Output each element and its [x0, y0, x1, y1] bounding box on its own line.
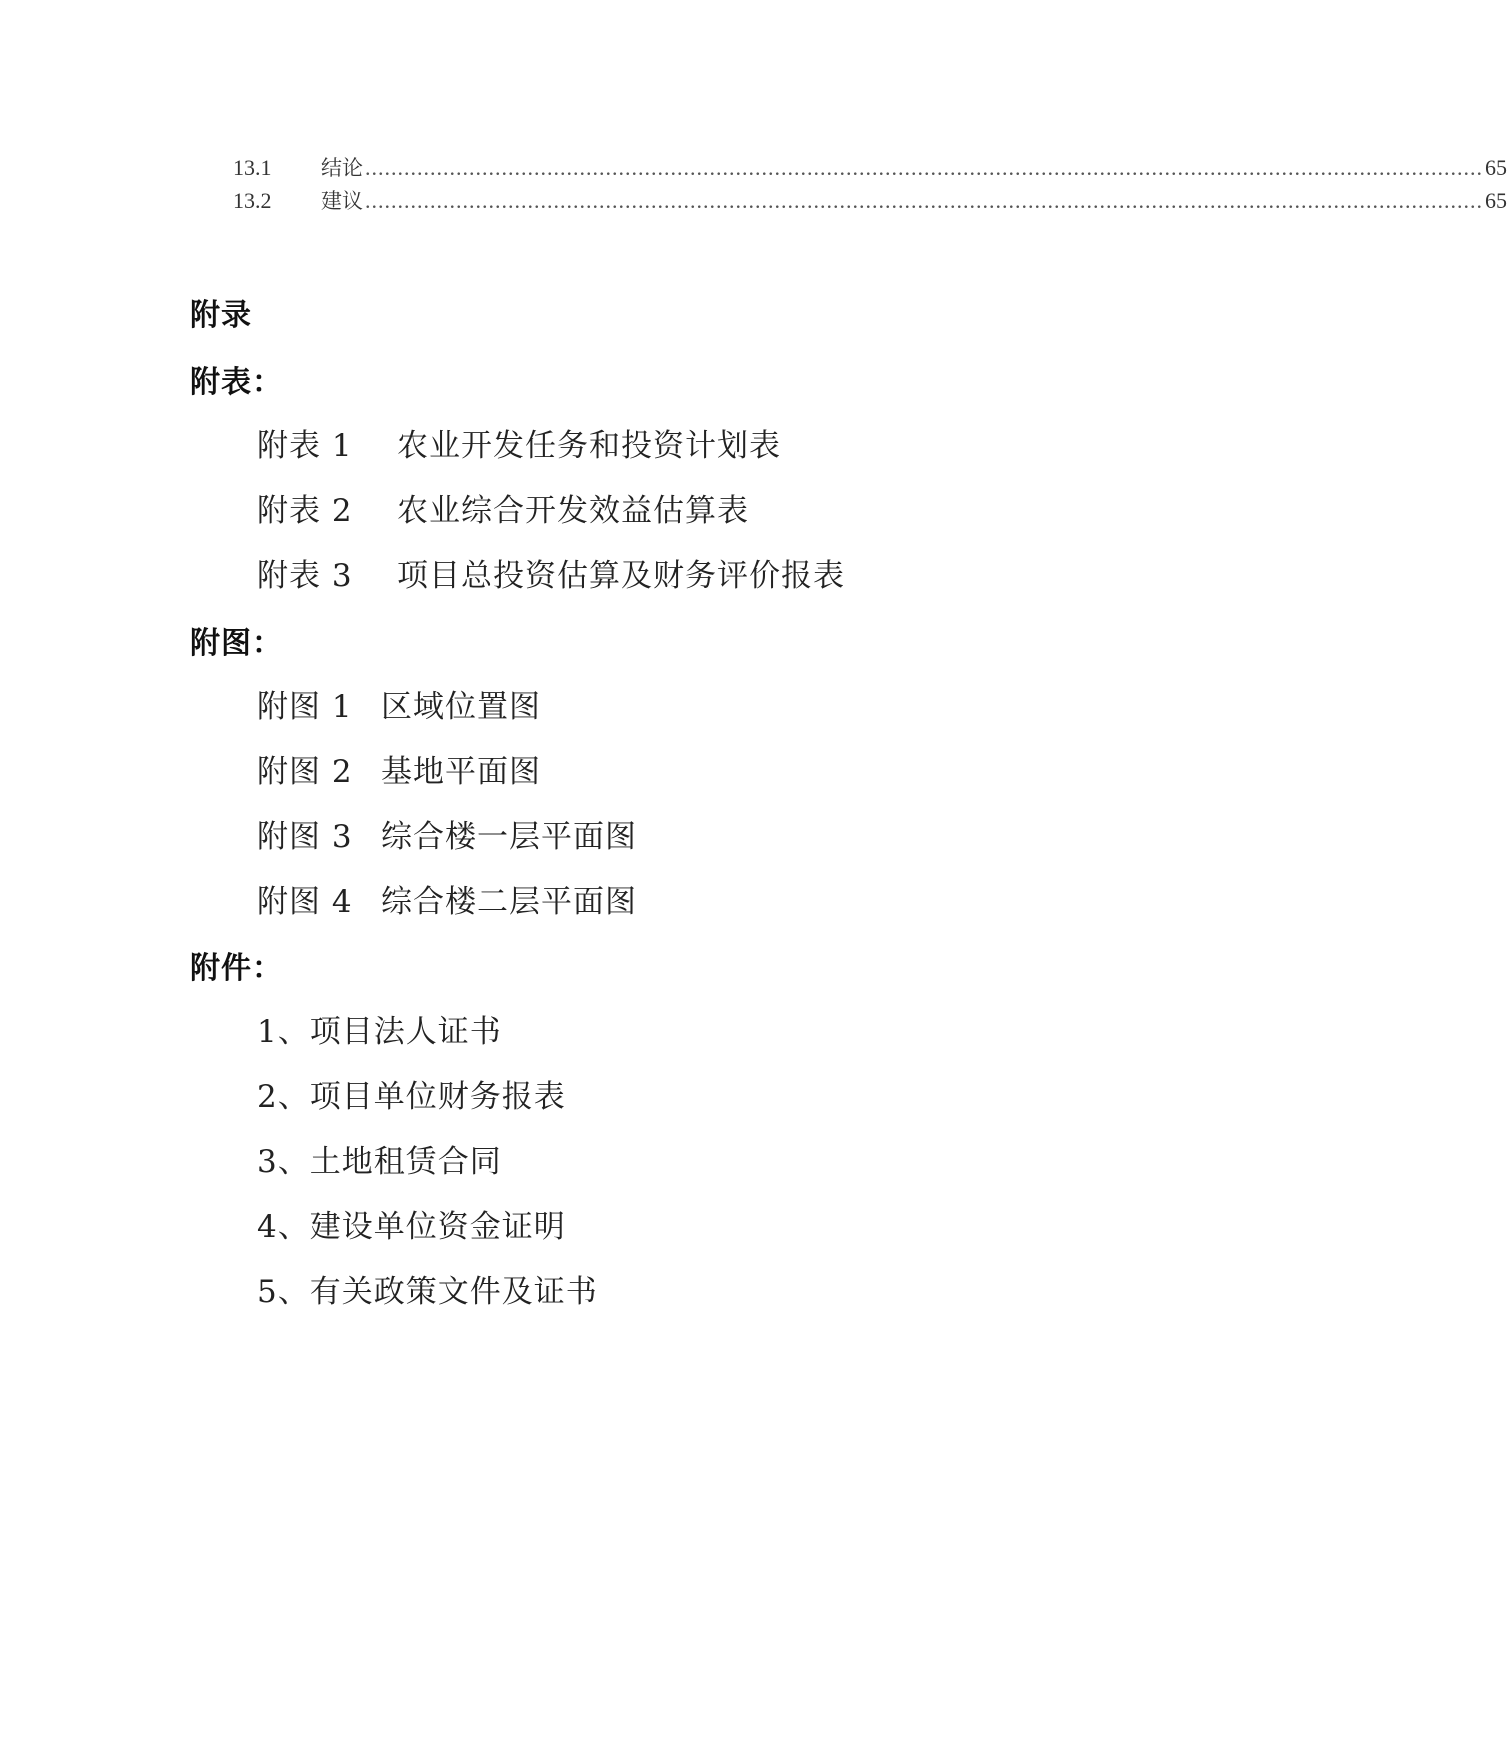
figure-item-label: 附图 2	[257, 754, 353, 790]
toc-entry-title: 结论	[321, 156, 363, 180]
table-item-label: 附表 1	[257, 428, 353, 464]
figures-heading: 附图：	[190, 626, 283, 661]
figure-item	[257, 811, 637, 856]
figure-item-label: 附图 1	[257, 689, 353, 725]
figure-item	[257, 876, 637, 921]
figure-item-text: 区域位置图	[381, 689, 541, 725]
toc-entry-page: 65	[1485, 155, 1507, 180]
toc-leader-dots: ............................................................................................................................................................................	[365, 155, 1483, 180]
appendix-heading: 附录	[190, 298, 252, 333]
attachment-item: 4、建设单位资金证明	[257, 1209, 566, 1245]
figure-item-label: 附图 3	[257, 819, 353, 855]
figure-item-label: 附图 4	[257, 884, 353, 920]
toc-entry-number: 13.2	[233, 188, 272, 213]
attachment-item: 5、有关政策文件及证书	[257, 1274, 598, 1310]
figure-item-text: 综合楼一层平面图	[381, 819, 637, 855]
table-item-text: 项目总投资估算及财务评价报表	[397, 558, 845, 594]
figure-item	[257, 681, 541, 726]
figure-item-text: 基地平面图	[381, 754, 541, 790]
toc-entry-page: 65	[1485, 188, 1507, 213]
toc-leader-dots: ............................................................................................................................................................................	[365, 188, 1483, 213]
attachment-item: 1、项目法人证书	[257, 1014, 502, 1050]
figure-item	[257, 746, 541, 791]
table-item	[257, 485, 749, 530]
attachments-heading: 附件：	[190, 951, 283, 986]
toc-entry-number: 13.1	[233, 155, 272, 180]
toc-entry[interactable]	[233, 185, 1507, 213]
table-item-text: 农业开发任务和投资计划表	[397, 428, 781, 464]
attachment-item: 2、项目单位财务报表	[257, 1079, 566, 1115]
attachment-item: 3、土地租赁合同	[257, 1144, 502, 1180]
tables-heading: 附表：	[190, 365, 283, 400]
toc-entry[interactable]	[233, 152, 1507, 180]
table-item-label: 附表 3	[257, 558, 353, 594]
figure-item-text: 综合楼二层平面图	[381, 884, 637, 920]
table-item-label: 附表 2	[257, 493, 353, 529]
table-item	[257, 550, 845, 595]
table-item-text: 农业综合开发效益估算表	[397, 493, 749, 529]
table-item	[257, 420, 781, 465]
toc-entry-title: 建议	[321, 189, 363, 213]
